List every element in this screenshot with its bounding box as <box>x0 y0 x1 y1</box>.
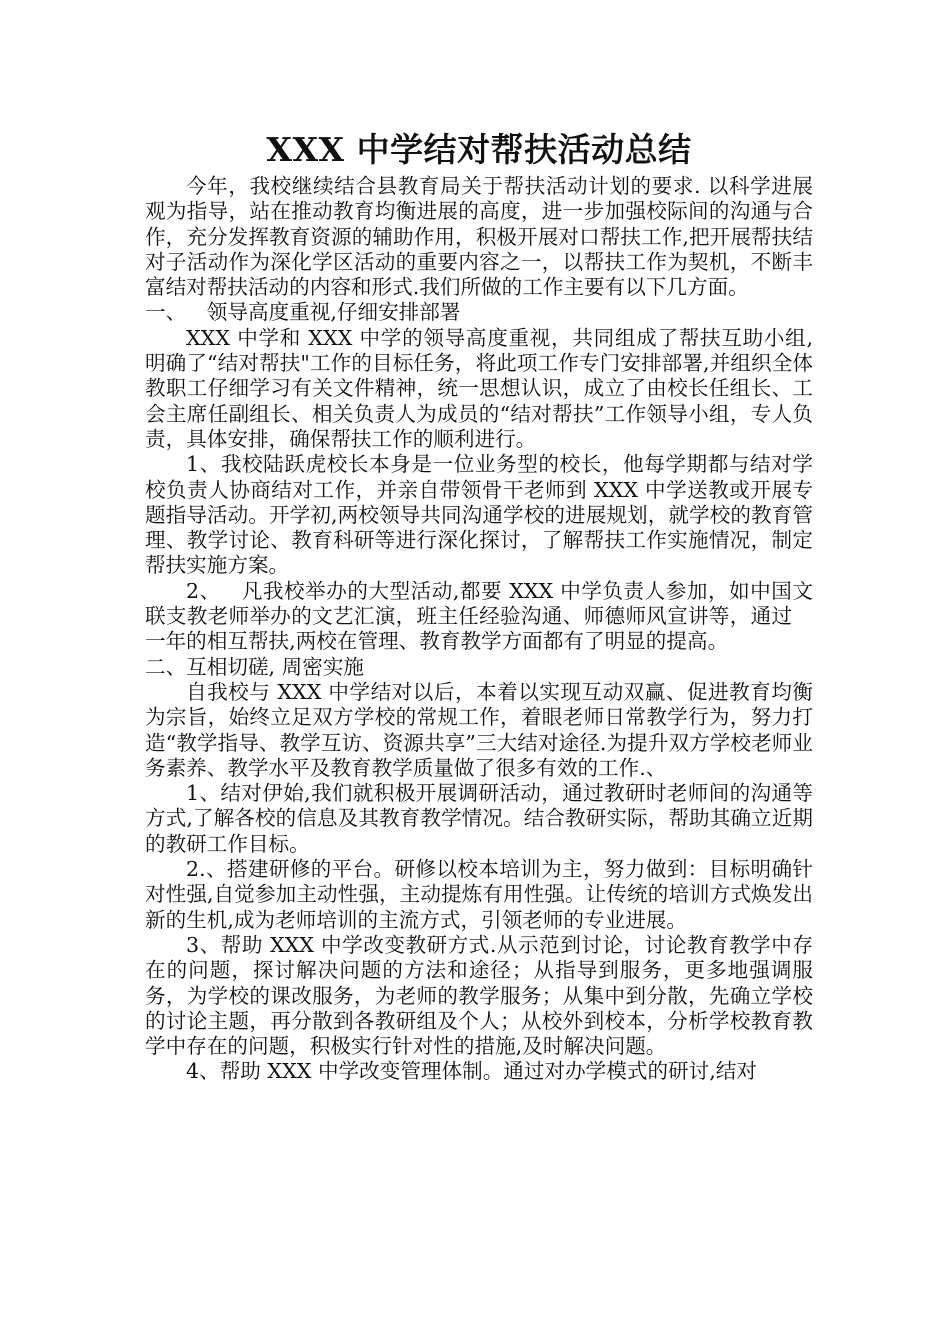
paragraph-cooperation: 自我校与 XXX 中学结对以后，本着以实现互动双赢、促进教育均衡为宗旨，始终立足双方学校的常规工作，着眼老师日常教学行为，努力打造“教学指导、教学互访、资源共享”三大结对途径.为提升双方学校老师业务素养、教学水平及教育教学质量做了很多有效的工作.、 <box>145 679 813 780</box>
paragraph-item-1: 1、我校陆跃虎校长本身是一位业务型的校长，他每学期都与结对学校负责人协商结对工作，并亲自带领骨干老师到 XXX 中学送教或开展专题指导活动。开学初,两校领导共同沟通学校的进展规划，就学校的教育管理、教学讨论、教育科研等进行深化探讨，了解帮扶工作实施情况，制定帮扶实施方案。 <box>145 452 813 578</box>
document-page <box>145 128 813 1085</box>
paragraph-platform: 2.、搭建研修的平台。研修以校本培训为主，努力做到：目标明确针对性强,自觉参加主动性强，主动提炼有用性强。让传统的培训方式焕发出新的生机,成为老师培训的主流方式，引领老师的专业进展。 <box>145 857 813 932</box>
section-heading-2: 二、互相切磋, 周密实施 <box>145 654 365 679</box>
document-body <box>145 174 813 1085</box>
paragraph-intro: 今年，我校继续结合县教育局关于帮扶活动计划的要求. 以科学进展观为指导，站在推动教育均衡进展的高度，进一步加强校际间的沟通与合作，充分发挥教育资源的辅助作用，积极开展对口帮扶工作,把开展帮扶结对子活动作为深化学区活动的重要内容之一，以帮扶工作为契机，不断丰富结对帮扶活动的内容和形式.我们所做的工作主要有以下几方面。 <box>145 174 813 300</box>
paragraph-management: 4、帮助 XXX 中学改变管理体制。通过对办学模式的研讨,结对 <box>186 1059 757 1084</box>
paragraph-item-2: 2、 凡我校举办的大型活动,都要 XXX 中学负责人参加，如中国文联支教老师举办的文艺汇演，班主任经验沟通、师德师风宣讲等，通过 一年的相互帮扶,两校在管理、教育教学方面都有了明显的提高。 <box>145 578 813 654</box>
paragraph-leadership: XXX 中学和 XXX 中学的领导高度重视，共同组成了帮扶互助小组,明确了“结对帮扶"工作的目标任务，将此项工作专门安排部署,并组织全体教职工仔细学习有关文件精神，统一思想认识，成立了由校长任组长、工会主席任副组长、相关负责人为成员的“结对帮扶”工作领导小组，专人负责，具体安排，确保帮扶工作的顺利进行。 <box>145 325 813 451</box>
paragraph-teaching-method: 3、帮助 XXX 中学改变教研方式.从示范到讨论，讨论教育教学中存在的问题，探讨解决问题的方法和途径；从指导到服务，更多地强调服务，为学校的课改服务，为老师的教学服务；从集中到分散，先确立学校的讨论主题，再分散到各教研组及个人；从校外到校本，分析学校教育教学中存在的问题，积极实行针对性的措施,及时解决问题。 <box>145 932 813 1059</box>
document-title: XXX 中学结对帮扶活动总结 <box>266 130 692 169</box>
paragraph-research: 1、结对伊始,我们就积极开展调研活动，通过教研时老师间的沟通等方式,了解各校的信息及其教育教学情况。结合教研实际，帮助其确立近期的教研工作目标。 <box>145 781 813 856</box>
section-heading-1: 一、 领导高度重视,仔细安排部署 <box>145 300 461 325</box>
